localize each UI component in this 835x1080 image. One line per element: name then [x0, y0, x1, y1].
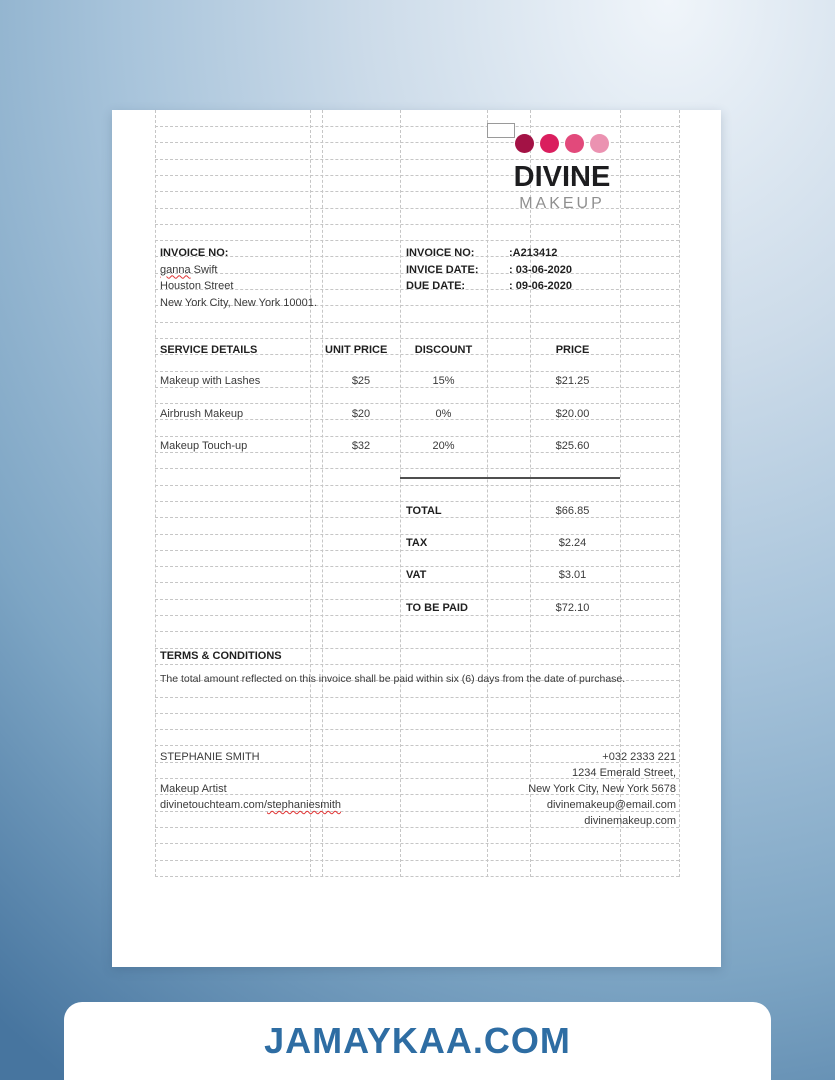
- contact-city: New York City, New York 5678: [528, 783, 676, 795]
- grid-hline: [155, 403, 679, 404]
- grid-hline: [155, 860, 679, 861]
- logo-dots: [515, 134, 609, 153]
- grid-hline: [155, 338, 679, 339]
- billing-name: [160, 263, 218, 277]
- table-row-discount: 15%: [432, 375, 455, 387]
- totals-divider: [400, 477, 620, 479]
- signature-website-user: stephaniesmith: [267, 799, 341, 811]
- table-row-price: $25.60: [555, 440, 590, 452]
- table-row-discount: 0%: [435, 408, 452, 420]
- table-row-unit-price: $32: [351, 440, 371, 452]
- brand-name: DIVINE: [513, 161, 611, 193]
- billing-city: New York City, New York 10001.: [160, 296, 317, 309]
- brand-subtitle: MAKEUP: [519, 195, 605, 212]
- table-header-discount: DISCOUNT: [414, 344, 473, 356]
- signature-name: STEPHANIE SMITH: [160, 751, 260, 763]
- grid-hline: [155, 729, 679, 730]
- to-be-paid-value: $72.10: [555, 602, 590, 614]
- table-row-unit-price: $25: [351, 375, 371, 387]
- total-value: $66.85: [555, 505, 590, 517]
- watermark-text: JAMAYKAA.COM: [264, 1020, 571, 1061]
- grid-hline: [155, 631, 679, 632]
- grid-hline: [155, 615, 679, 616]
- grid-hline: [155, 713, 679, 714]
- empty-cell-box: [487, 123, 515, 138]
- vat-label: VAT: [406, 569, 427, 581]
- meta-value-invoice-date: : 03-06-2020: [509, 263, 572, 276]
- grid-hline: [155, 697, 679, 698]
- grid-hline: [155, 436, 679, 437]
- total-label: TOTAL: [406, 505, 442, 517]
- grid-hline: [155, 240, 679, 241]
- table-header-price: PRICE: [555, 344, 590, 356]
- table-row-service: Airbrush Makeup: [160, 408, 244, 420]
- table-row-unit-price: $20: [351, 408, 371, 420]
- grid-hline: [155, 468, 679, 469]
- grid-hline: [155, 322, 679, 323]
- to-be-paid-label: TO BE PAID: [406, 602, 468, 614]
- meta-label-invoice-no: INVOICE NO:: [406, 247, 475, 259]
- grid-hline: [155, 371, 679, 372]
- logo-dot: [515, 134, 534, 153]
- vat-value: $3.01: [558, 569, 587, 581]
- contact-email: divinemakeup@email.com: [546, 799, 676, 811]
- grid-hline: [155, 745, 679, 746]
- grid-hline: [155, 126, 679, 127]
- grid-hline: [155, 485, 679, 486]
- watermark-banner: [64, 1002, 771, 1080]
- tax-label: TAX: [406, 537, 428, 549]
- grid-hline: [155, 566, 679, 567]
- table-row-service: Makeup with Lashes: [160, 375, 261, 387]
- signature-title: Makeup Artist: [160, 783, 227, 795]
- table-header-service: SERVICE DETAILS: [160, 344, 258, 356]
- grid-hline: [155, 599, 679, 600]
- tax-value: $2.24: [558, 537, 587, 549]
- contact-website: divinemakeup.com: [584, 815, 676, 827]
- grid-hline: [155, 843, 679, 844]
- grid-vline: [679, 110, 680, 877]
- meta-label-due-date: DUE DATE:: [406, 280, 466, 292]
- contact-phone: +032 2333 221: [602, 751, 676, 763]
- meta-value-due-date: : 09-06-2020: [509, 280, 572, 292]
- terms-body: The total amount reflected on this invoice shall be paid within six (6) days from the date of purchase.: [160, 673, 626, 685]
- logo-dot: [540, 134, 559, 153]
- grid-hline: [155, 582, 679, 583]
- billing-name-rest: Swift: [190, 263, 218, 276]
- table-row-price: $20.00: [555, 408, 590, 420]
- grid-hline: [155, 501, 679, 502]
- meta-value-invoice-no: :A213412: [509, 247, 558, 259]
- grid-hline: [155, 224, 679, 225]
- terms-heading: TERMS & CONDITIONS: [160, 650, 282, 662]
- grid-hline: [155, 534, 679, 535]
- billing-name-typo: ganna: [160, 263, 191, 276]
- contact-street: 1234 Emerald Street,: [572, 766, 676, 779]
- table-row-discount: 20%: [432, 440, 455, 452]
- billing-label: INVOICE NO:: [160, 247, 229, 259]
- logo-dot: [590, 134, 609, 153]
- table-header-unit-price: UNIT PRICE: [325, 344, 388, 356]
- logo-dot: [565, 134, 584, 153]
- billing-street: Houston Street: [160, 280, 234, 292]
- grid-hline: [155, 664, 679, 665]
- signature-website-prefix: divinetouchteam.com/: [160, 799, 267, 811]
- meta-label-invoice-date: INVICE DATE:: [406, 263, 479, 276]
- grid-hline: [155, 876, 679, 877]
- signature-website: [160, 798, 341, 812]
- invoice-page: [112, 110, 721, 967]
- table-row-service: Makeup Touch-up: [160, 440, 248, 452]
- table-row-price: $21.25: [555, 375, 590, 387]
